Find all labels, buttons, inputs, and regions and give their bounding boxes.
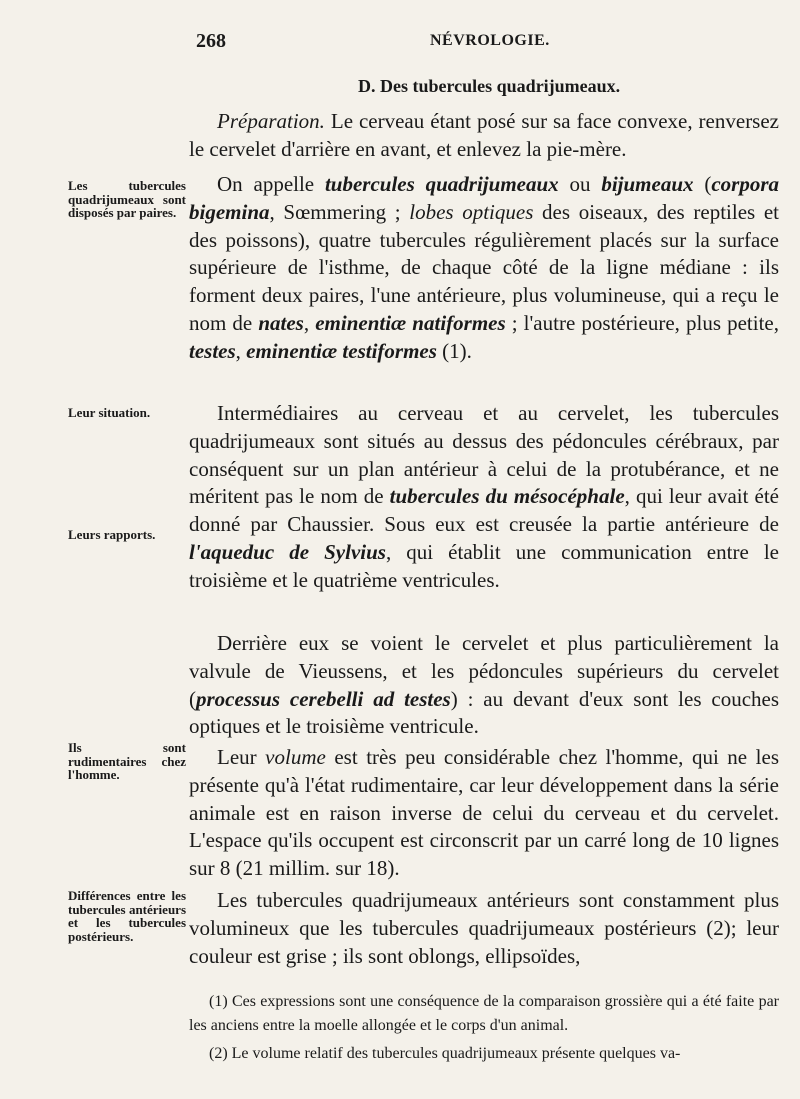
page-header <box>0 30 800 54</box>
paragraph-differences <box>189 887 779 970</box>
text-run: est très peu considérable chez l'homme, qui ne les présente qu'à l'état rudimentaire, car leur développement dans la série animale est en raison inverse de celui du cerveau et du cervelet. L'espace qu'ils occupent est circonscrit par un carré long de 10 lignes sur 8 (21 millim. sur 18). <box>189 745 779 881</box>
text-run: ou <box>558 172 602 196</box>
term-corpora-bigemina: corpora bigemina <box>189 172 779 224</box>
footnote-2: (2) Le volume relatif des tubercules quadrijumeaux présente quelques va- <box>209 1045 681 1062</box>
term-eminentiae-natiformes: eminentiæ natiformes <box>315 310 506 335</box>
term-volume: volume <box>265 745 326 769</box>
text-run: , Sœmmering ; <box>269 199 410 224</box>
preparation-text: Le cerveau étant posé sur sa face convexe, renversez le cervelet d'arrière en avant, et enlevez la pie-mère. <box>189 109 779 161</box>
paragraph-definition <box>189 171 779 366</box>
text-run: , <box>235 338 247 363</box>
term-nates: nates <box>258 310 304 335</box>
section-title: D. Des tubercules quadrijumeaux. <box>358 76 621 96</box>
running-title: NÉVROLOGIE. <box>430 32 550 49</box>
text-run: , qui établit une communication entre le troisième et le quatrième ventricules. <box>189 539 779 592</box>
text-run: Leur <box>217 745 266 769</box>
text-run: Intermédiaires au cerveau et au cervelet, les tubercules quadrijumeaux sont situés au dessus des pédoncules cérébraux, par conséquent sur un plan antérieur à celui de la protubérance, et ne méritent pas le nom de <box>189 401 779 509</box>
text-run: des oiseaux, des reptiles et des poissons), quatre tubercules régulièrement placés sur la surface supérieure de l'isthme, de chaque côté de la ligne médiane : ils forment deux paires, l'une antérieure, plus volumineuse, qui a reçu le nom de <box>189 199 780 335</box>
paragraph-situation <box>189 400 779 595</box>
text-run: Derrière eux se voient le cervelet et plus particulièrement la valvule de Vieussens, et les pédoncules supérieurs du cervelet ( <box>189 631 779 711</box>
preparation-label: Préparation. <box>217 109 325 133</box>
term-aqueduc-de-sylvius: l'aqueduc de Sylvius <box>189 539 386 564</box>
text-run: ; l'autre postérieure, plus petite, <box>505 310 779 335</box>
term-bijumeaux: bijumeaux <box>601 172 694 196</box>
margin-note-differences: Différences entre les tubercules antérieurs et les tubercules postérieurs. <box>68 888 186 944</box>
margin-note-situation: Leur situation. <box>68 405 151 420</box>
margin-note-rudimentaires: Ils sont rudimentaires chez l'homme. <box>68 740 186 782</box>
text-run: ) : au devant d'eux sont les couches optiques et le troisième ventricule. <box>189 686 780 739</box>
paragraph-volume <box>189 744 779 883</box>
margin-note-paires: Les tubercules quadrijumeaux sont disposés par paires. <box>68 178 186 220</box>
term-lobes-optiques: lobes optiques <box>409 199 534 224</box>
term-eminentiae-testiformes: eminentiæ testiformes <box>246 338 437 363</box>
footnotes <box>189 990 779 1066</box>
page-number: 268 <box>196 30 226 52</box>
text-run: On appelle <box>217 172 325 196</box>
preparation-paragraph <box>189 108 779 164</box>
term-processus-cerebelli: processus cerebelli ad testes <box>196 686 451 711</box>
margin-note-rapports: Leurs rapports. <box>68 527 156 542</box>
text-run: (1). <box>436 338 472 363</box>
term-testes: testes <box>189 338 236 363</box>
paragraph-rapports <box>189 630 779 741</box>
text-run: Les tubercules quadrijumeaux antérieurs sont constamment plus volumineux que les tubercules quadrijumeaux postérieurs (2); leur couleur est grise ; ils sont oblongs, ellipsoïdes, <box>189 888 779 968</box>
term-tubercules-quadrijumeaux: tubercules quadrijumeaux <box>324 172 559 196</box>
text-run: ( <box>693 172 712 196</box>
footnote-1: (1) Ces expressions sont une conséquence de la comparaison grossière qui a été faite par les anciens entre la moelle allongée et le corps d'un animal. <box>189 993 779 1034</box>
text-run: , <box>303 310 316 335</box>
term-tubercules-du-mesocephale: tubercules du mésocéphale <box>389 484 625 509</box>
text-run: , qui leur avait été donné par Chaussier. Sous eux est creusée la partie antérieure de <box>189 484 779 537</box>
